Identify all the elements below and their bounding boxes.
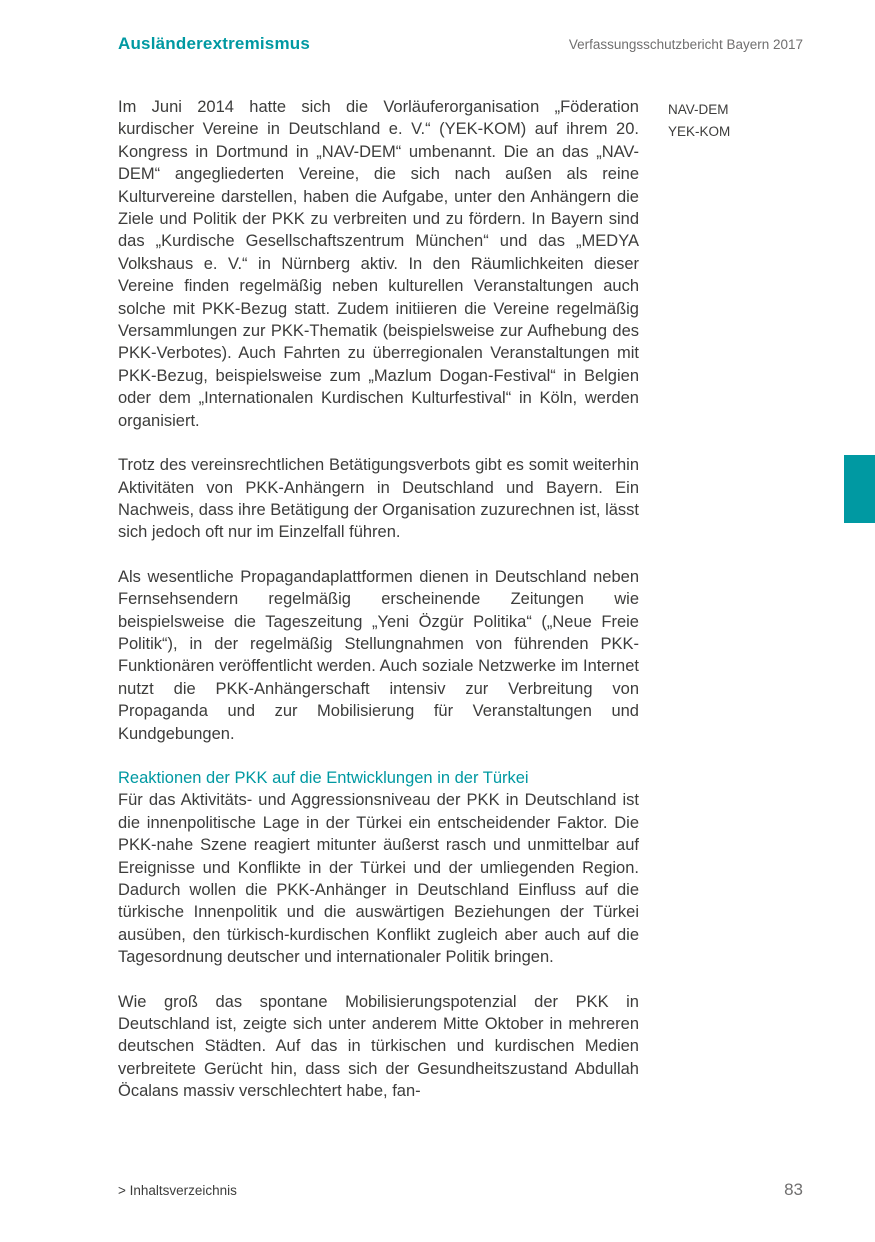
chapter-edge-tab: [844, 455, 875, 523]
toc-link[interactable]: > Inhaltsverzeichnis: [118, 1183, 237, 1198]
section-title: Ausländerextremismus: [118, 34, 311, 53]
paragraph-tuerkei-lage: Für das Aktivitäts- und Aggressionsniveau der PKK in Deutschland ist die innenpolitische Lage in der Türkei ein entscheidender Faktor. Die PKK-nahe Szene reagiert mitunter äußerst rasch und unmittelbar auf Ereignisse und Konflikte in der Türkei und der umliegenden Region. Dadurch wollen die PKK-Anhänger in Deutschland Einfluss auf die türkische Innenpolitik und die auswärtigen Beziehungen der Türkei ausüben, den türkisch-kurdischen Konflikt zugleich aber auch auf die Tagesordnung deutscher und internationaler Politik bringen.: [118, 791, 639, 967]
margin-note-line-yek-kom: YEK-KOM: [668, 124, 731, 139]
report-title: Verfassungsschutzbericht Bayern 2017: [568, 37, 803, 52]
paragraph-propagandaplattformen: Als wesentliche Propagandaplattformen dienen in Deutschland neben Fernsehsendern regelmäßig erscheinende Zeitungen wie beispielsweise die Tageszeitung „Yeni Özgür Politika“ („Neue Freie Politik“), in der regelmäßig Stellungnahmen von führenden PKK-Funktionären veröffentlicht werden. Auch soziale Netzwerke im Internet nutzt die PKK-Anhängerschaft intensiv zur Verbreitung von Propaganda und zur Mobilisierung für Veranstaltungen und Kundgebungen.: [118, 567, 639, 743]
page-footer: [118, 1180, 803, 1200]
margin-note-line-nav-dem: NAV-DEM: [668, 102, 729, 117]
body-text: [118, 96, 639, 1125]
page-number: 83: [784, 1180, 803, 1199]
paragraph-betaetigungsverbot: Trotz des vereinsrechtlichen Betätigungsverbots gibt es somit weiterhin Aktivitäten von PKK-Anhängern in Deutschland und Bayern. Ein Nachweis, dass ihre Betätigung der Organisation zuzurechnen ist, lässt sich jedoch oft nur im Einzelfall führen.: [118, 456, 639, 542]
paragraph-yek-kom-nav-dem: Im Juni 2014 hatte sich die Vorläuferorganisation „Föderation kurdischer Vereine in Deutschland e. V.“ (YEK-KOM) auf ihrem 20. Kongress in Dortmund in „NAV-DEM“ umbenannt. Die an das „NAV-DEM“ angegliederten Vereine, die sich nach außen als reine Kulturvereine darstellen, haben die Aufgabe, unter den Anhängern die Ziele und Politik der PKK zu verbreiten und zu fördern. In Bayern sind das „Kurdische Gesellschaftszentrum München“ und das „MEDYA Volkshaus e. V.“ in Nürnberg aktiv. In den Räumlichkeiten dieser Vereine finden regelmäßig neben kulturellen Veranstaltungen auch solche mit PKK-Bezug statt. Zudem initiieren die Vereine regelmäßig Versammlungen zur PKK-Thematik (beispielsweise zur Aufhebung des PKK-Verbotes). Auch Fahrten zu überregionalen Veranstaltungen mit PKK-Bezug, beispielsweise zum „Mazlum Dogan-Festival“ in Belgien oder dem „Internationalen Kurdischen Kulturfestival“ in Köln, werden organisiert.: [118, 98, 639, 430]
paragraph-mobilisierungspotenzial: Wie groß das spontane Mobilisierungspotenzial der PKK in Deutschland ist, zeigte sich unter anderem Mitte Oktober in mehreren deutschen Städten. Auf das in türkischen und kurdischen Medien verbreitete Gerücht hin, dass sich der Gesundheitszustand Abdullah Öcalans massiv verschlechtert habe, fan-: [118, 992, 639, 1101]
page-header: [118, 34, 803, 54]
subheading-reaktionen-pkk: Reaktionen der PKK auf die Entwicklungen in der Türkei: [118, 768, 529, 787]
margin-note: [668, 99, 788, 143]
